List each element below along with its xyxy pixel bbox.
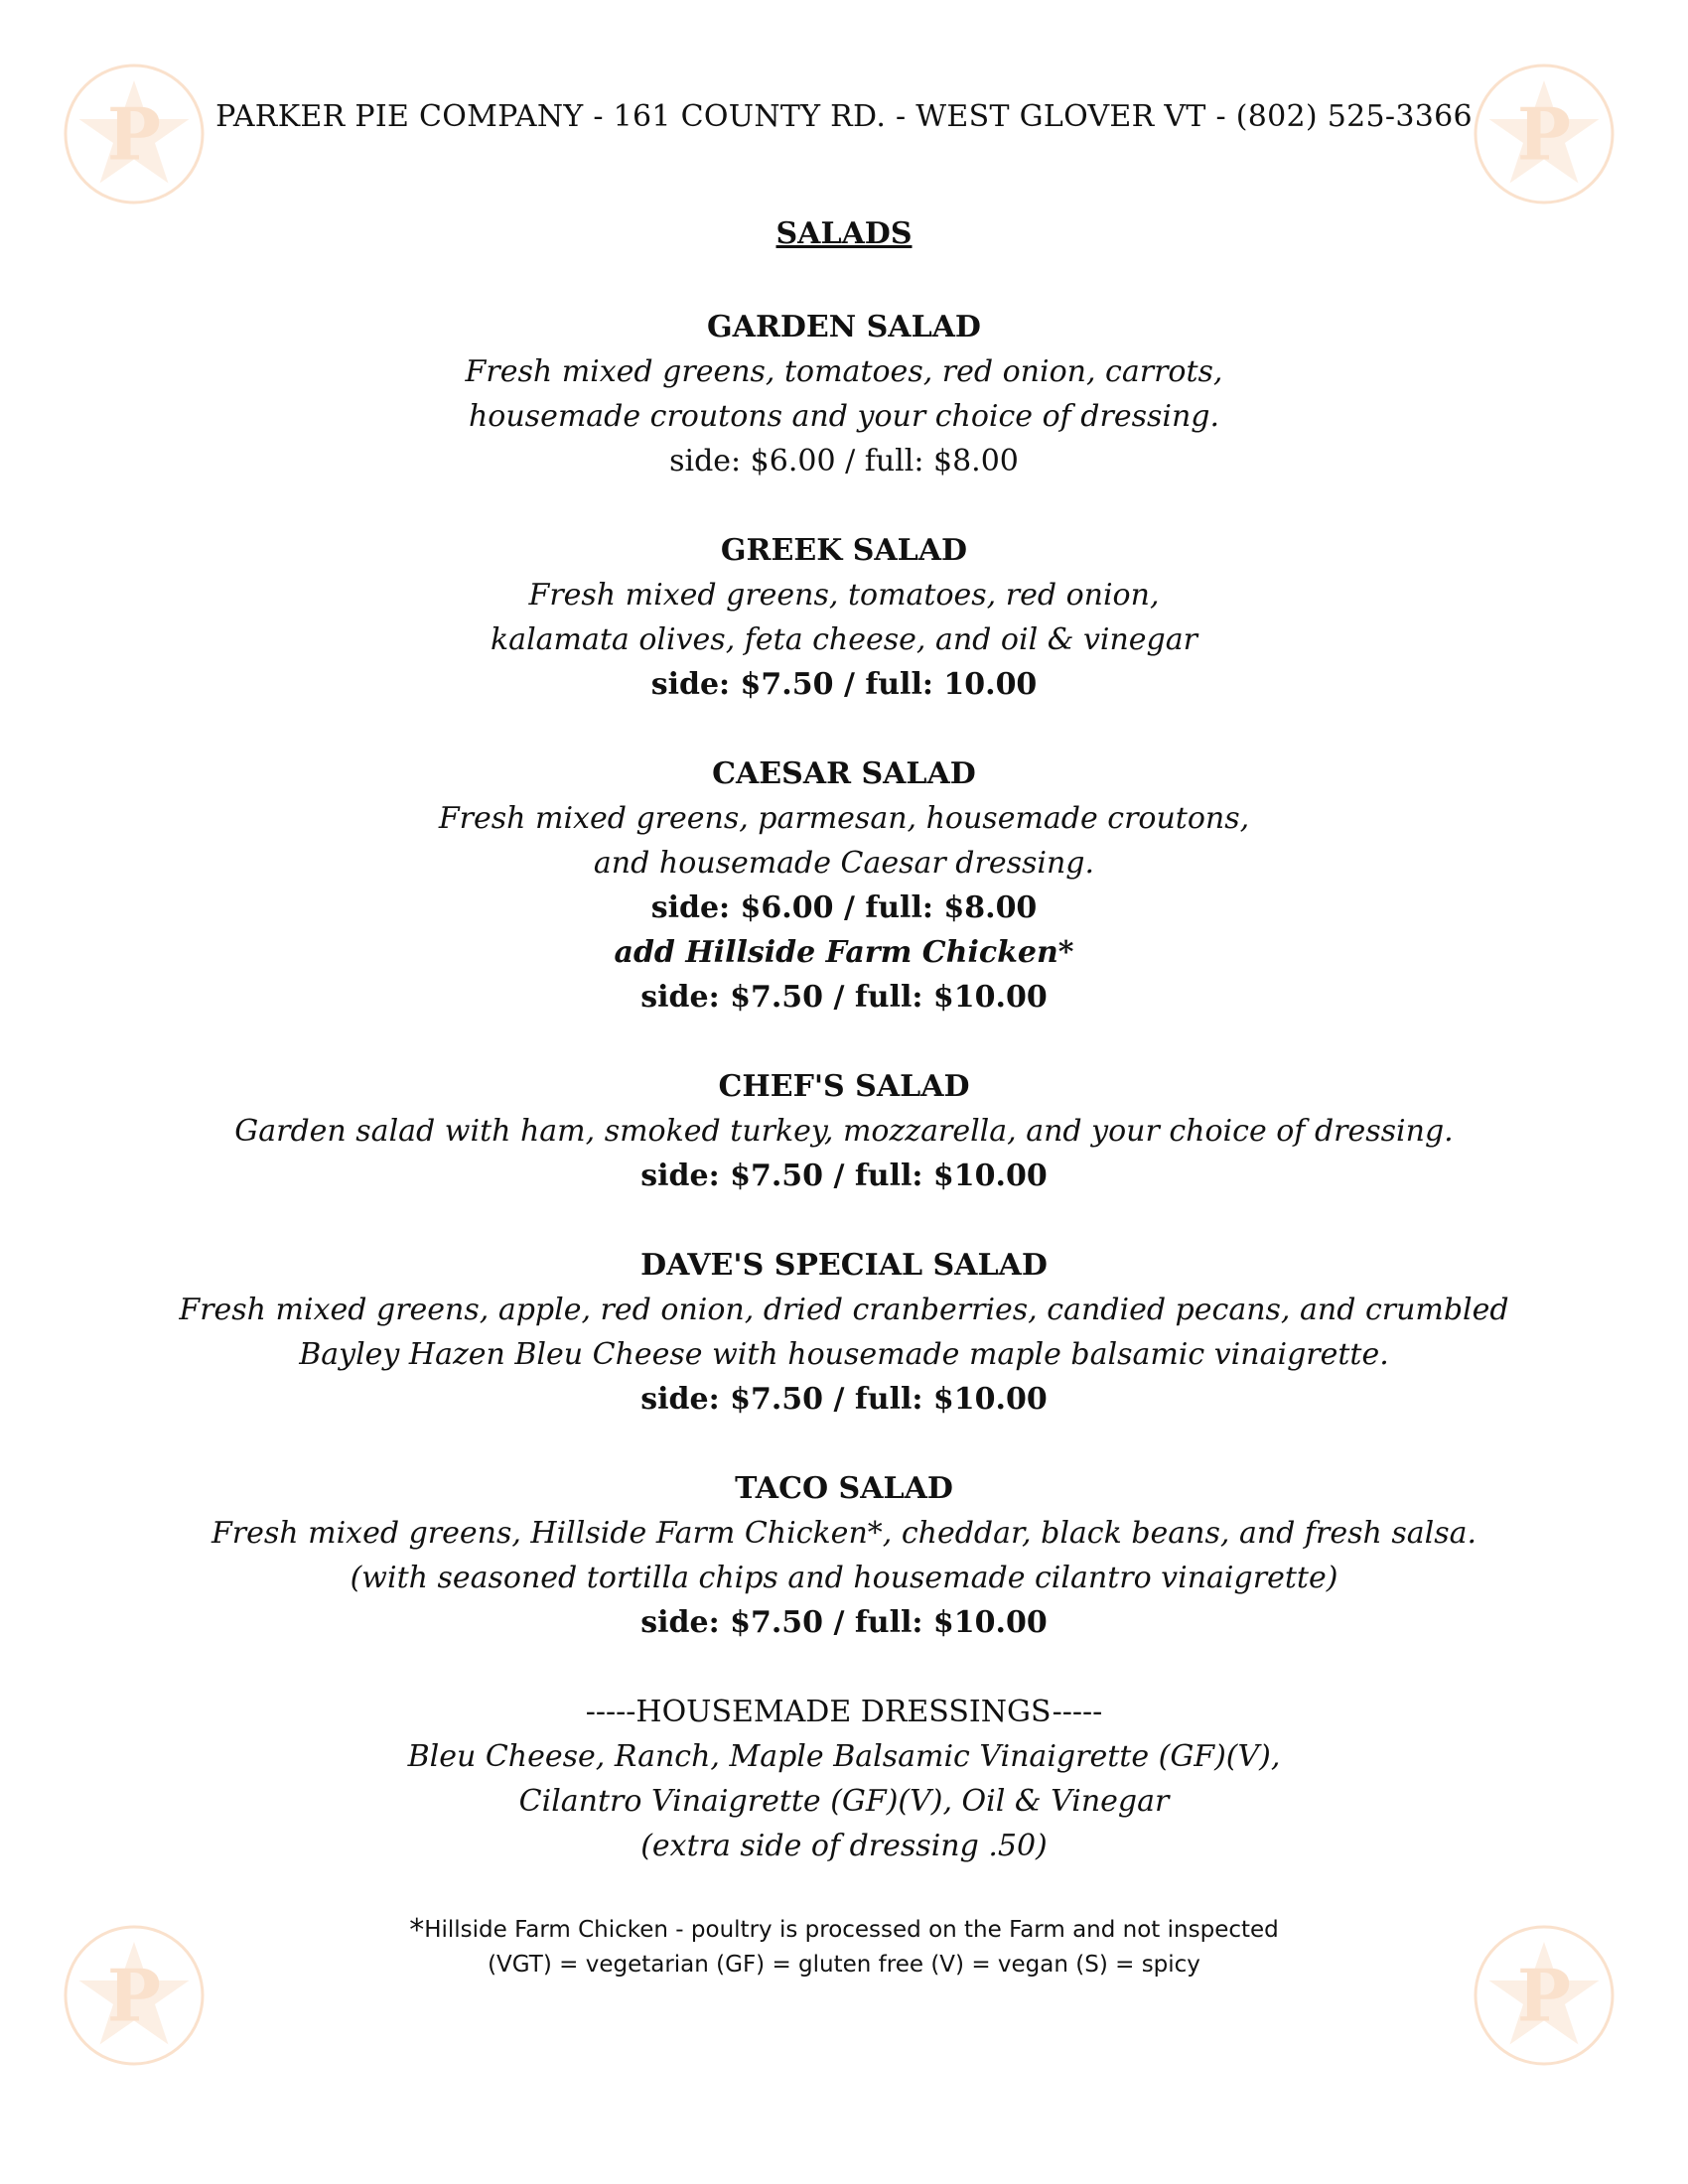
menu-item-garden-salad	[0, 305, 1688, 483]
item-price: side: $7.50 / full: $10.00	[640, 1159, 1048, 1193]
svg-text:P: P	[1516, 91, 1572, 177]
section-title: SALADS	[775, 216, 913, 251]
item-description: and housemade Caesar dressing.	[593, 846, 1095, 881]
dietary-legend: (VGT) = vegetarian (GF) = gluten free (V) = vegan (S) = spicy	[488, 1952, 1200, 1978]
menu-item-daves-special-salad	[0, 1243, 1688, 1422]
menu-item-caesar-salad	[0, 751, 1688, 1020]
menu-item-greek-salad	[0, 528, 1688, 707]
dressings-line: Cilantro Vinaigrette (GF)(V), Oil & Vinegar	[518, 1784, 1170, 1819]
item-price: side: $7.50 / full: $10.00	[640, 1382, 1048, 1417]
item-addon: add Hillside Farm Chicken*	[614, 935, 1074, 970]
item-description: Fresh mixed greens, Hillside Farm Chicken*, cheddar, black beans, and fresh salsa.	[211, 1516, 1477, 1551]
dressings-line: Bleu Cheese, Ranch, Maple Balsamic Vinaigrette (GF)(V),	[407, 1739, 1281, 1774]
item-price: side: $7.50 / full: 10.00	[650, 667, 1038, 702]
chicken-note-text: Hillside Farm Chicken - poultry is processed on the Farm and not inspected	[424, 1917, 1279, 1943]
item-description: Bayley Hazen Bleu Cheese with housemade maple balsamic vinaigrette.	[299, 1337, 1389, 1372]
item-name: CHEF'S SALAD	[718, 1069, 970, 1104]
menu-list	[0, 305, 1688, 1868]
item-name: GREEK SALAD	[720, 533, 968, 568]
item-addon-price: side: $7.50 / full: $10.00	[640, 980, 1048, 1015]
item-description: (with seasoned tortilla chips and housemade cilantro vinaigrette)	[350, 1561, 1338, 1595]
menu-item-taco-salad	[0, 1466, 1688, 1645]
item-price: side: $6.00 / full: $8.00	[650, 890, 1038, 925]
item-name: GARDEN SALAD	[707, 310, 981, 344]
item-price: side: $6.00 / full: $8.00	[669, 444, 1019, 478]
housemade-dressings	[0, 1690, 1688, 1868]
item-description: Fresh mixed greens, tomatoes, red onion,	[528, 578, 1160, 613]
item-price: side: $7.50 / full: $10.00	[640, 1605, 1048, 1640]
menu-item-chefs-salad	[0, 1064, 1688, 1198]
item-description: kalamata olives, feta cheese, and oil & vinegar	[491, 622, 1197, 657]
item-description: housemade croutons and your choice of dressing.	[468, 399, 1220, 434]
footer-notes	[0, 1913, 1688, 1981]
parker-pie-logo-icon	[60, 60, 209, 208]
parker-pie-logo-icon	[1470, 60, 1618, 208]
item-name: TACO SALAD	[735, 1471, 953, 1506]
svg-text:P: P	[1516, 1953, 1572, 2038]
item-name: DAVE'S SPECIAL SALAD	[640, 1248, 1048, 1283]
chicken-note	[0, 1913, 1688, 1948]
item-description: Garden salad with ham, smoked turkey, mozzarella, and your choice of dressing.	[234, 1114, 1454, 1149]
svg-text:P: P	[106, 1953, 162, 2038]
asterisk-mark: *	[409, 1913, 425, 1948]
item-description: Fresh mixed greens, tomatoes, red onion, carrots,	[465, 354, 1223, 389]
contact-header: PARKER PIE COMPANY - 161 COUNTY RD. - WEST GLOVER VT - (802) 525-3366	[215, 99, 1473, 134]
dressings-line: (extra side of dressing .50)	[640, 1829, 1048, 1863]
dressings-title: -----HOUSEMADE DRESSINGS-----	[585, 1695, 1103, 1729]
item-name: CAESAR SALAD	[712, 756, 976, 791]
item-description: Fresh mixed greens, parmesan, housemade croutons,	[438, 801, 1250, 836]
item-description: Fresh mixed greens, apple, red onion, dried cranberries, candied pecans, and crumbled	[179, 1293, 1509, 1327]
svg-text:P: P	[106, 91, 162, 177]
